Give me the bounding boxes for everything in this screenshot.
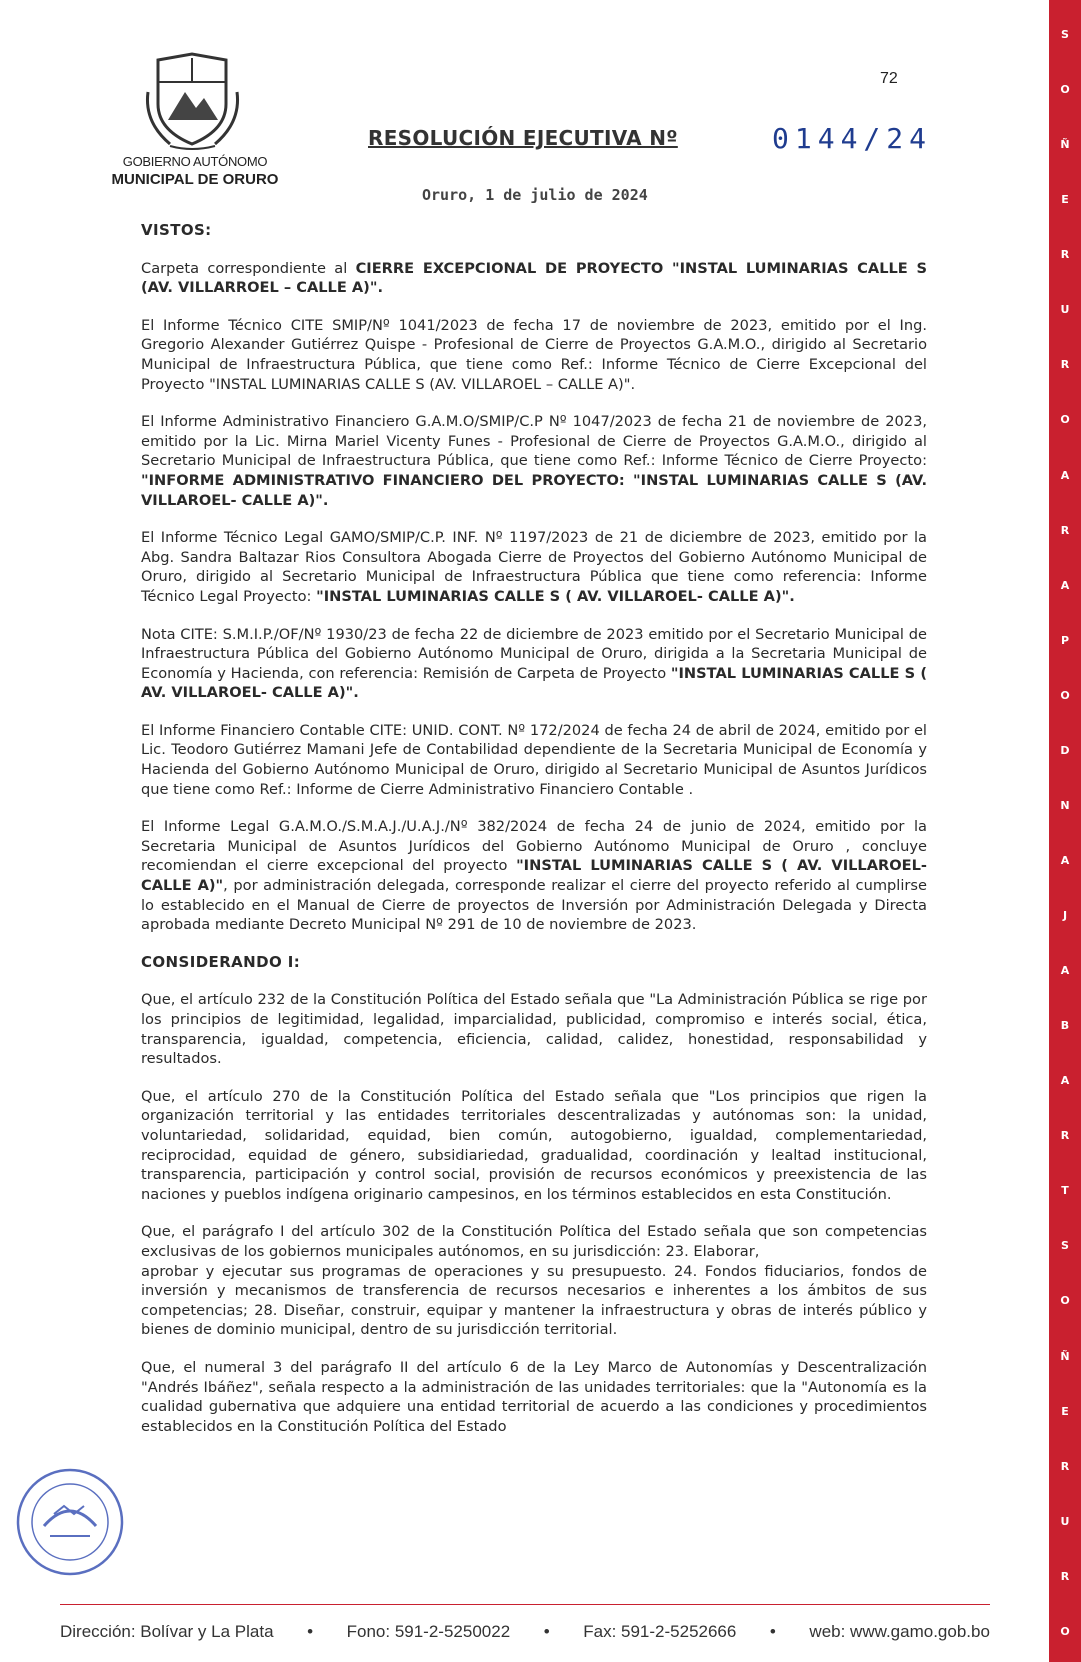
paragraph-5-bold: "INSTAL LUMINARIAS CALLE S ( AV. VILLAROEL- CALLE A)". [141, 664, 928, 702]
paragraph-9: Que, el artículo 270 de la Constitución Política del Estado señala que "Los principios que rigen la organización territorial y las entidades territoriales descentralizadas y autónomas son: la unidad, voluntariedad, solidaridad, equidad, bien común, autogobierno, igualdad, complementariedad, reciprocidad, equidad de género, subsidiariedad, gradualidad, coordinación y lealtad institucional, transparencia, participación y control social, provisión de recursos económicos y preexistencia de las naciones y pueblos indígena originario campesinos, en los términos establecidos en esta Constitución. [141, 1087, 927, 1203]
paragraph-7-bold: "INSTAL LUMINARIAS CALLE S ( AV. VILLAROEL- CALLE A)" [141, 857, 927, 895]
paragraph-6: El Informe Financiero Contable CITE: UNID. CONT. Nº 172/2024 de fecha 24 de abril de 2024, emitido por el Lic. Teodoro Gutiérrez Mamani Jefe de Contabilidad dependiente de la Secretaria Municipal de Economía y Hacienda del Gobierno Autónomo Municipal de Oruro, dirigido al Secretario Municipal de Asuntos Jurídicos que tiene como Ref.: Informe de Cierre Administrativo Financiero Contable . [141, 721, 927, 798]
side-strip-letter: B [1060, 1019, 1070, 1033]
paragraph-11: Que, el numeral 3 del parágrafo II del artículo 6 de la Ley Marco de Autonomías y Descentralización "Andrés Ibáñez", señala respecto a la administración de las unidades territoriales: que la "Autonomía es la cualidad gubernativa que adquiere una entidad territorial de acuerdo a las condiciones y procedimientos establecidos en la Constitución Política del Estado [141, 1358, 927, 1435]
paragraph-10-text-b: aprobar y ejecutar sus programas de operaciones y su presupuesto. 24. Fondos fiduciarios, fondos de inversión y mecanismos de transferencia de recursos necesarios e inherentes a los ámbitos de sus competencias; 28. Diseñar, construir, equipar y mantener la infraestructura y obras de interés público y bienes de dominio municipal, dentro de su jurisdicción territorial. [141, 1262, 927, 1339]
paragraph-3 [141, 412, 927, 510]
side-strip-letter: A [1060, 578, 1070, 592]
paragraph-4 [141, 528, 927, 606]
side-strip-letter: P [1060, 633, 1070, 647]
paragraph-8: Que, el artículo 232 de la Constitución Política del Estado señala que "La Administración Pública se rige por los principios de legitimidad, legalidad, imparcialidad, publicidad, compromiso e interés social, ética, transparencia, igualdad, competencia, eficiencia, calidad, calidez, honestidad, responsabilidad y resultados. [141, 991, 927, 1068]
footer-phone: Fono: 591-2-5250022 [346, 1622, 511, 1641]
municipal-seal-stamp-icon [14, 1466, 126, 1578]
side-strip-letter: U [1060, 303, 1070, 317]
paragraph-10 [141, 1222, 927, 1261]
paragraph-7 [141, 817, 927, 935]
paragraph-7-text: El Informe Legal G.A.M.O./S.M.A.J./U.A.J./Nº 382/2024 de fecha 24 de junio de 2024, emitido por la Secretaria Municipal de Asuntos Jurídicos del Gobierno Autónomo Municipal de Oruro , concluye recomiendan el cierre excepcional del proyecto [141, 818, 927, 875]
side-strip-letter: J [1062, 909, 1068, 922]
resolution-title: RESOLUCIÓN EJECUTIVA Nº [368, 126, 678, 150]
paragraph-1-bold: CIERRE EXCEPCIONAL DE PROYECTO "INSTAL LUMINARIAS CALLE S (AV. VILLARROEL – CALLE A)". [141, 259, 927, 297]
footer-web: web: www.gamo.gob.bo [809, 1622, 990, 1641]
side-strip-letter: R [1060, 1129, 1070, 1143]
considerando-heading: CONSIDERANDO I: [141, 952, 301, 971]
side-motto-strip [1049, 0, 1081, 1662]
side-strip-letter: A [1060, 468, 1070, 482]
side-strip-letter: S [1061, 28, 1069, 41]
side-strip-letter: A [1060, 853, 1070, 867]
side-strip-letter: R [1060, 358, 1070, 372]
side-strip-letter: S [1061, 1239, 1069, 1253]
paragraph-1 [141, 259, 927, 298]
side-strip-letter: O [1060, 1294, 1070, 1308]
paragraph-4-bold: "INSTAL LUMINARIAS CALLE S ( AV. VILLAROEL- CALLE A)". [316, 587, 795, 605]
paragraph-3-text: El Informe Administrativo Financiero G.A.M.O/SMIP/C.P Nº 1047/2023 de fecha 21 de noviembre de 2023, emitido por la Lic. Mirna Mariel Vicenty Funes - Profesional de Cierre de Proyectos G.A.M.O., dirigido al Secretario Municipal de Infraestructura Pública, que tiene como Ref.: Informe Técnico de Cierre Proyecto: [141, 413, 927, 470]
gov-name-line2: MUNICIPAL DE ORURO [111, 171, 279, 188]
side-strip-letter: D [1060, 743, 1070, 757]
paragraph-7-tail: , por administración delegada, corresponde realizar el cierre del proyecto referido al cumplirse lo establecido en el Manual de Cierre de proyectos de Inversión por Administración Delegada y Directa aprobada mediante Decreto Municipal Nº 291 de 10 de noviembre de 2023. [141, 877, 927, 934]
side-strip-letter: O [1060, 688, 1070, 702]
paragraph-2: El Informe Técnico CITE SMIP/Nº 1041/2023 de fecha 17 de noviembre de 2023, emitido por el Ing. Gregorio Alexander Gutiérrez Quispe - Profesional de Cierre de Proyectos G.A.M.O., dirigido al Secretario Municipal de Infraestructura Pública, que tiene como Ref.: Informe Técnico de Cierre Excepcional del Proyecto "INSTAL LUMINARIAS CALLE S (AV. VILLAROEL – CALLE A)". [141, 316, 927, 393]
resolution-date: Oruro, 1 de julio de 2024 [422, 186, 648, 204]
gov-name-line1: GOBIERNO AUTÓNOMO [122, 154, 268, 169]
side-strip-letter: R [1060, 1569, 1070, 1583]
footer-address: Dirección: Bolívar y La Plata [60, 1622, 274, 1641]
side-strip-letter: O [1060, 1624, 1070, 1638]
side-strip-letter: N [1060, 798, 1070, 812]
paragraph-3-bold: "INFORME ADMINISTRATIVO FINANCIERO DEL PROYECTO: "INSTAL LUMINARIAS CALLE S (AV. VILLAROEL- CALLE A)". [141, 471, 927, 509]
side-strip-letter: A [1060, 964, 1070, 978]
side-strip-letter: R [1060, 523, 1070, 537]
side-strip-letter: R [1060, 248, 1070, 262]
side-strip-letter: O [1060, 83, 1070, 97]
side-strip-letter: O [1060, 413, 1070, 427]
vistos-heading: VISTOS: [141, 221, 212, 239]
paragraph-5 [141, 625, 927, 703]
paragraph-4-text: El Informe Técnico Legal GAMO/SMIP/C.P. INF. Nº 1197/2023 de 21 de diciembre de 2023, emitido por la Abg. Sandra Baltazar Rios Consultora Abogada Cierre de Proyectos del Gobierno Autónomo Municipal de Oruro, dirigido al Secretario Municipal de Infraestructura Pública que tiene como referencia: Informe Técnico Legal Proyecto: [141, 529, 927, 605]
side-strip-letter: Ñ [1060, 1349, 1070, 1363]
side-strip-letter: E [1061, 193, 1069, 207]
paragraph-5-text: Nota CITE: S.M.I.P./OF/Nº 1930/23 de fecha 22 de diciembre de 2023 emitido por el Secretario Municipal de Infraestructura Pública del Gobierno Autónomo Municipal de Oruro, dirigida a la Secretaria Municipal de Economía y Hacienda, con referencia: Remisión de Carpeta de Proyecto [141, 625, 927, 682]
document-body [141, 215, 927, 1454]
footer-fax: Fax: 591-2-5252666 [583, 1622, 737, 1641]
paragraph-1-text: Carpeta correspondiente al [141, 259, 356, 277]
side-strip-letter: A [1060, 1074, 1070, 1088]
side-strip-letter: T [1061, 1184, 1069, 1198]
side-strip-letter: R [1060, 1459, 1070, 1473]
page-number: 72 [880, 70, 898, 87]
footer-separator: • [543, 1622, 550, 1641]
footer-divider [60, 1604, 990, 1605]
paragraph-10-text-a: Que, el parágrafo I del artículo 302 de la Constitución Política del Estado señala que son competencias exclusivas de los gobiernos municipales autónomos, en su jurisdicción: 23. Elaborar, [141, 1223, 927, 1260]
municipal-coat-of-arms-icon [140, 52, 245, 152]
side-strip-letter: E [1061, 1404, 1069, 1418]
footer-separator: • [307, 1622, 314, 1641]
paragraph-10-continued [141, 1262, 927, 1340]
resolution-number: 0144/24 [772, 122, 933, 155]
footer-separator: • [769, 1622, 776, 1641]
footer-contact [60, 1622, 990, 1642]
side-strip-letter: U [1060, 1514, 1070, 1528]
side-strip-letter: Ñ [1060, 138, 1070, 152]
